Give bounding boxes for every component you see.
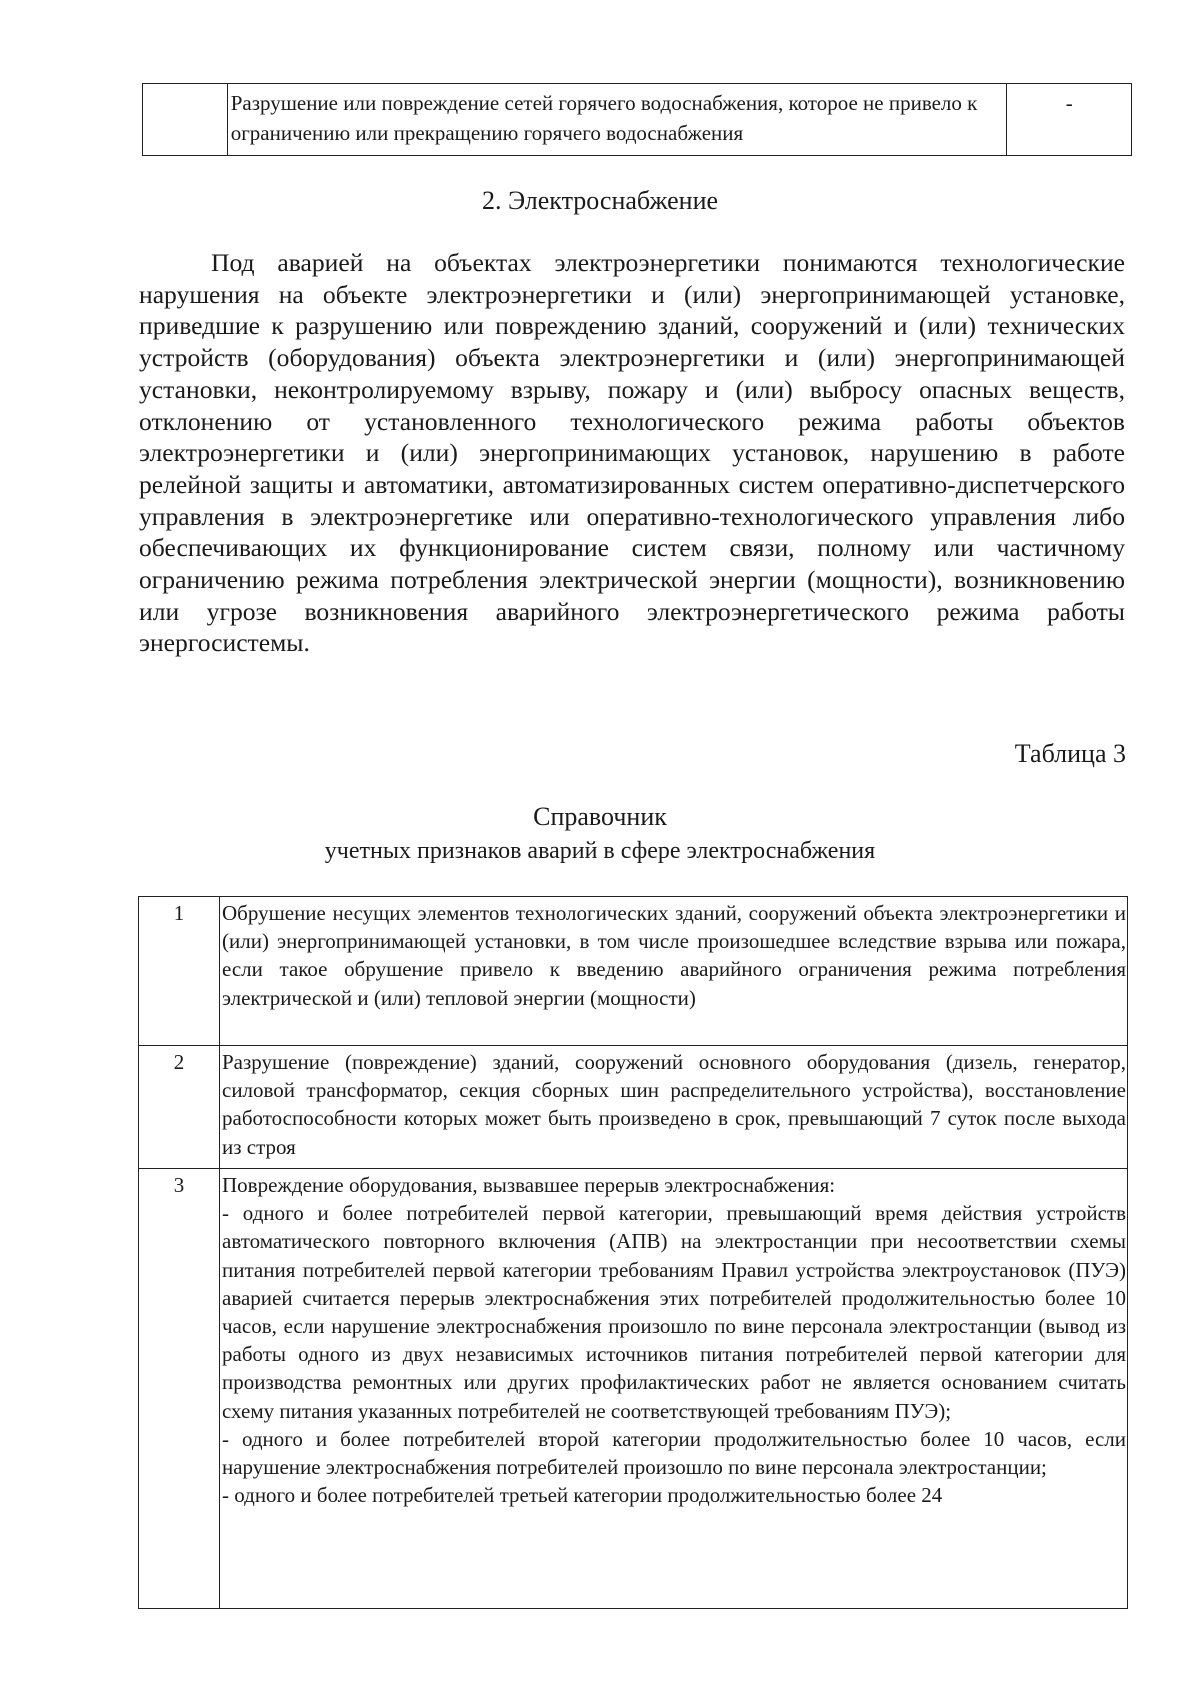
row-mark-cell: - [1007,84,1132,156]
section-title: 2. Электроснабжение [481,186,719,215]
list-item: - одного и более потребителей первой категории, превышающий время действия устройств автоматического повторного включения (АПВ) на электростанции при несоответствии схемы питания потребителей первой категории требованиям Правил устройства электроустановок (ПУЭ) аварией считается перерыв электроснабжения этих потребителей продолжительностью более 10 часов, если нарушение электроснабжения произошло по вине персонала электростанции (вывод из работы одного из двух независимых источников питания потребителей первой категории для производства ремонтных или других профилактических работ не является основанием считать схему питания указанных потребителей не соответствующей требованиям ПУЭ); [222,1201,1126,1423]
intro-paragraph: Под аварией на объектах электроэнергетики понимаются технологические нарушения на объекте электроэнергетики и (или) энергопринимающей установке, приведшие к разрушению или повреждению зданий, сооружений и (или) технических устройств (оборудования) объекта электроэнергетики и (или) энергопринимающей установки, неконтролируемому взрыву, пожару и (или) выбросу опасных веществ, отклонению от установленного технологического режима работы объектов электроэнергетики и (или) энергопринимающих установок, нарушению в работе релейной защиты и автоматики, автоматизированных систем оперативно-диспетчерского управления в электроэнергетике или оперативно-технологического управления либо обеспечивающих их функционирование систем связи, полному или частичному ограничению режима потребления электрической энергии (мощности), возникновению или угрозе возникновения аварийного электроэнергетического режима работы энергосистемы. [139,248,1125,658]
incident-criteria-table [138,896,1128,1609]
table-row [143,84,1132,156]
table-row [139,1169,1128,1609]
reference-title: Справочник [533,802,667,831]
row-text-cell: Разрушение или повреждение сетей горячего водоснабжения, которое не привело к ограничению или прекращению горячего водоснабжения [227,84,1007,156]
table-row [139,1046,1128,1169]
row-text [220,1169,1128,1609]
row-number: 1 [139,897,220,1046]
row-number: 3 [139,1169,220,1609]
row-number-cell [143,84,228,156]
table-label: Таблица 3 [1014,739,1126,768]
table-row [139,897,1128,1046]
continuation-table [142,83,1132,156]
row-intro: Повреждение оборудования, вызвавшее перерыв электроснабжения: [222,1173,836,1197]
row-text: Обрушение несущих элементов технологических зданий, сооружений объекта электроэнергетики и (или) энергопринимающей установки, в том числе произошедшее вследствие взрыва или пожара, если такое обрушение привело к введению аварийного ограничения режима потребления электрической и (или) тепловой энергии (мощности) [220,897,1128,1046]
list-item: - одного и более потребителей второй категории продолжительностью более 10 часов, если нарушение электроснабжения потребителей произошло по вине персонала электростанции; [222,1426,1126,1480]
row-text: Разрушение (повреждение) зданий, сооружений основного оборудования (дизель, генератор, силовой трансформатор, секция сборных шин распределительного устройства), восстановление работоспособности которых может быть произведено в срок, превышающий 7 суток после выхода из строя [220,1046,1128,1169]
row-number: 2 [139,1046,220,1169]
reference-subtitle: учетных признаков аварий в сфере электроснабжения [324,838,876,864]
list-item: - одного и более потребителей третьей категории продолжительностью более 24 [222,1483,943,1508]
